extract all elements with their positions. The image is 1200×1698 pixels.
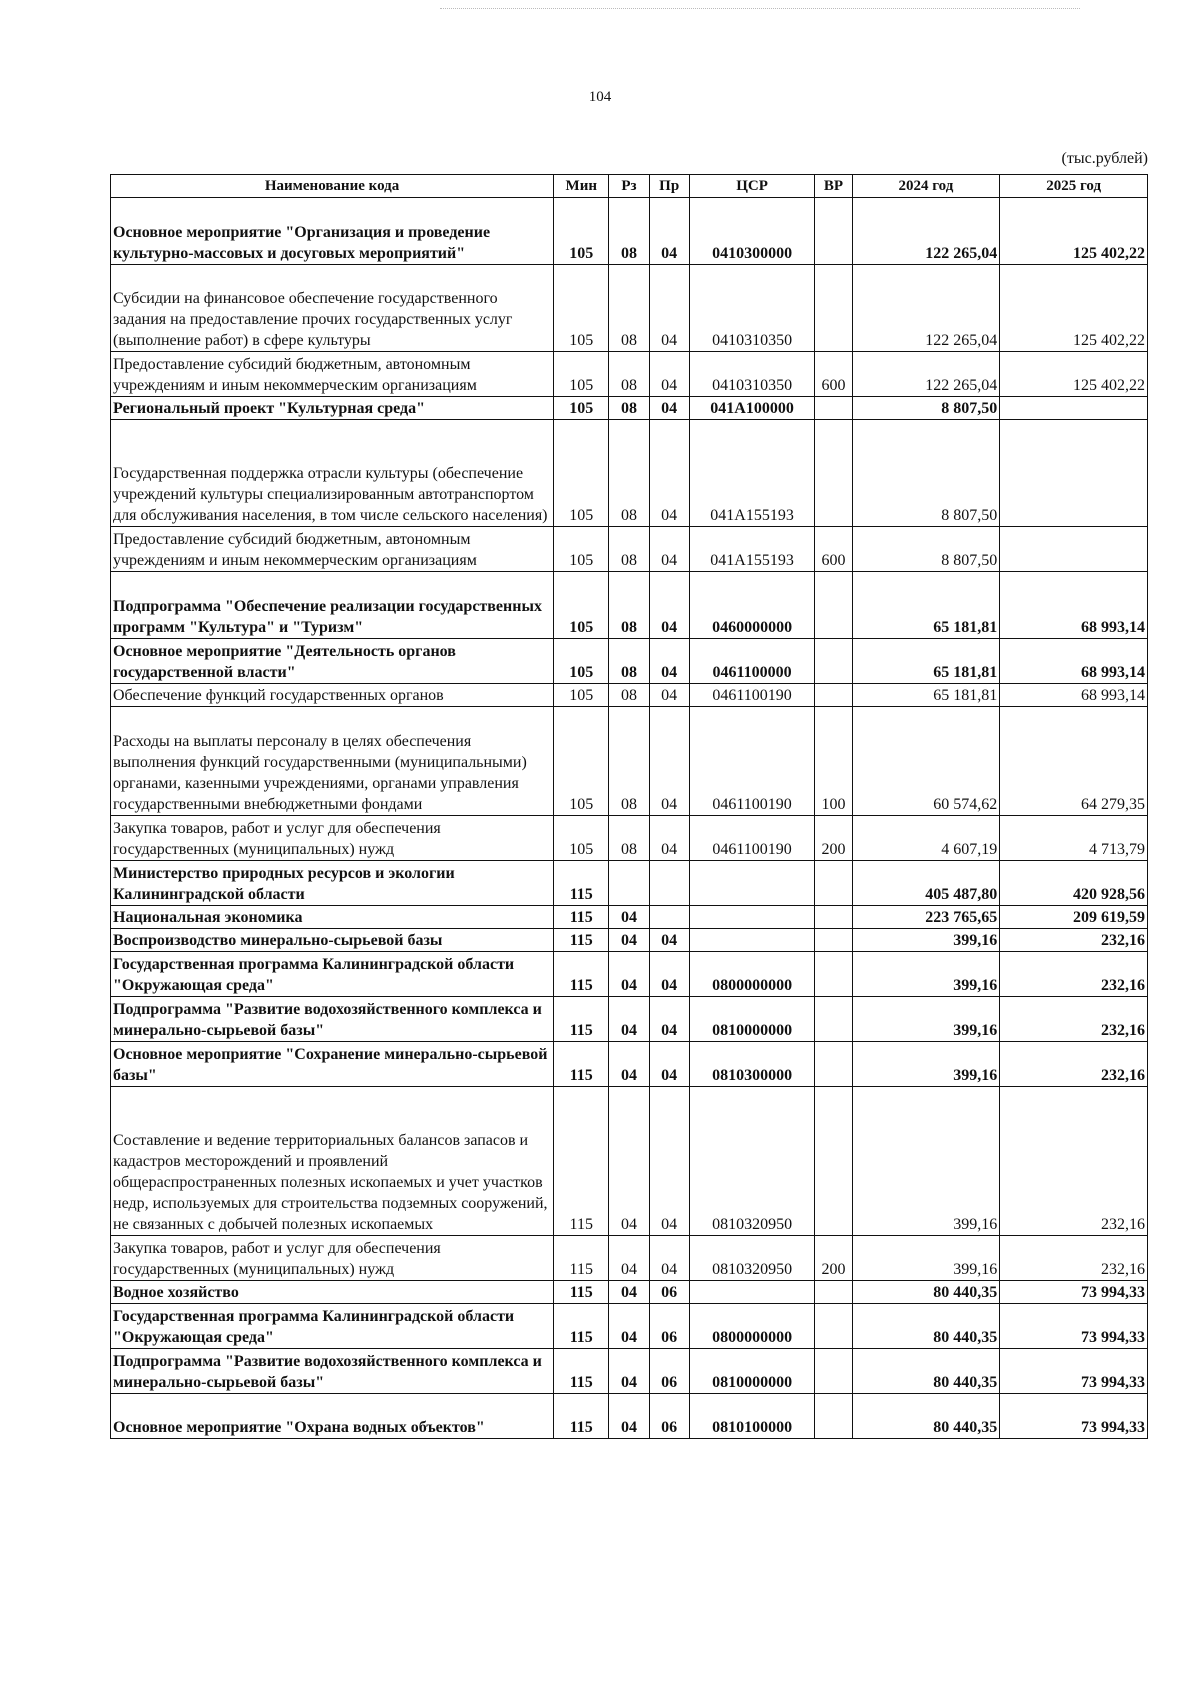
cell-name: Воспроизводство минерально-сырьевой базы [111,929,554,952]
cell-vr [815,929,852,952]
cell-rz: 04 [609,1236,649,1281]
cell-y2025: 68 993,14 [1000,572,1148,639]
cell-y2025 [1000,397,1148,420]
cell-rz: 04 [609,929,649,952]
cell-y2024: 399,16 [852,1087,1000,1236]
cell-vr [815,861,852,906]
table-row [111,1236,1148,1281]
cell-min: 115 [554,1394,609,1439]
cell-y2024: 65 181,81 [852,639,1000,684]
cell-min: 105 [554,527,609,572]
cell-rz: 08 [609,352,649,397]
cell-y2024: 223 765,65 [852,906,1000,929]
cell-y2024: 80 440,35 [852,1349,1000,1394]
cell-csr: 041A155193 [689,527,815,572]
header-2024: 2024 год [852,175,1000,198]
cell-name: Закупка товаров, работ и услуг для обеспечения государственных (муниципальных) нужд [111,816,554,861]
cell-vr: 200 [815,816,852,861]
cell-name: Государственная поддержка отрасли культуры (обеспечение учреждений культуры специализированным автотранспортом для обслуживания населения, в том числе сельского населения) [111,420,554,527]
cell-vr [815,397,852,420]
table-row [111,527,1148,572]
cell-vr [815,639,852,684]
cell-csr [689,1281,815,1304]
cell-y2024: 399,16 [852,1042,1000,1087]
cell-y2025: 64 279,35 [1000,707,1148,816]
cell-y2024: 80 440,35 [852,1394,1000,1439]
header-pr: Пр [649,175,689,198]
cell-csr: 041A155193 [689,420,815,527]
cell-name: Предоставление субсидий бюджетным, автономным учреждениям и иным некоммерческим организациям [111,352,554,397]
cell-name: Подпрограмма "Развитие водохозяйственного комплекса и минерально-сырьевой базы" [111,1349,554,1394]
header-rz: Рз [609,175,649,198]
cell-min: 115 [554,1087,609,1236]
cell-min: 105 [554,639,609,684]
cell-min: 105 [554,420,609,527]
cell-pr: 04 [649,1042,689,1087]
cell-pr: 04 [649,929,689,952]
cell-vr: 600 [815,352,852,397]
table-row [111,639,1148,684]
table-row [111,929,1148,952]
cell-y2024: 65 181,81 [852,572,1000,639]
cell-y2024: 399,16 [852,1236,1000,1281]
table-row [111,397,1148,420]
cell-rz [609,861,649,906]
cell-rz: 08 [609,420,649,527]
table-row [111,1087,1148,1236]
cell-csr [689,861,815,906]
cell-y2024: 65 181,81 [852,684,1000,707]
cell-name: Водное хозяйство [111,1281,554,1304]
cell-csr: 0810320950 [689,1087,815,1236]
header-min: Мин [554,175,609,198]
cell-csr: 0461100000 [689,639,815,684]
header-csr: ЦСР [689,175,815,198]
header-vr: ВР [815,175,852,198]
cell-y2025: 232,16 [1000,1087,1148,1236]
cell-name: Основное мероприятие "Организация и проведение культурно-массовых и досуговых мероприятий" [111,198,554,265]
cell-y2025: 232,16 [1000,952,1148,997]
cell-pr: 04 [649,684,689,707]
cell-csr: 0461100190 [689,707,815,816]
budget-table [110,174,1148,1439]
cell-y2024: 122 265,04 [852,352,1000,397]
cell-name: Подпрограмма "Обеспечение реализации государственных программ "Культура" и "Туризм" [111,572,554,639]
cell-vr: 200 [815,1236,852,1281]
page-number: 104 [588,89,612,105]
cell-rz: 08 [609,397,649,420]
cell-y2025 [1000,527,1148,572]
scan-artifact-line [440,8,1080,11]
cell-rz: 04 [609,1087,649,1236]
table-row [111,1349,1148,1394]
cell-pr: 06 [649,1349,689,1394]
cell-y2025: 68 993,14 [1000,639,1148,684]
cell-pr: 04 [649,997,689,1042]
cell-y2024: 399,16 [852,997,1000,1042]
cell-vr [815,1394,852,1439]
cell-csr [689,906,815,929]
cell-y2024: 8 807,50 [852,420,1000,527]
cell-vr [815,684,852,707]
cell-y2025: 125 402,22 [1000,265,1148,352]
cell-csr: 0410300000 [689,198,815,265]
cell-rz: 08 [609,527,649,572]
cell-rz: 08 [609,707,649,816]
cell-pr: 04 [649,572,689,639]
cell-pr [649,906,689,929]
cell-csr: 0461100190 [689,684,815,707]
cell-rz: 08 [609,816,649,861]
cell-rz: 08 [609,265,649,352]
cell-pr: 04 [649,816,689,861]
table-row [111,572,1148,639]
table-row [111,352,1148,397]
cell-csr: 0800000000 [689,1304,815,1349]
cell-y2025: 232,16 [1000,1042,1148,1087]
cell-y2024: 60 574,62 [852,707,1000,816]
cell-rz: 04 [609,997,649,1042]
cell-y2025: 232,16 [1000,997,1148,1042]
cell-name: Обеспечение функций государственных органов [111,684,554,707]
cell-pr: 04 [649,352,689,397]
cell-vr: 100 [815,707,852,816]
cell-pr: 06 [649,1304,689,1349]
cell-name: Субсидии на финансовое обеспечение государственного задания на предоставление прочих государственных услуг (выполнение работ) в сфере культуры [111,265,554,352]
table-row [111,1042,1148,1087]
cell-rz: 04 [609,1394,649,1439]
cell-min: 105 [554,816,609,861]
cell-vr [815,952,852,997]
cell-vr: 600 [815,527,852,572]
cell-pr: 06 [649,1394,689,1439]
table-row [111,265,1148,352]
cell-pr: 04 [649,198,689,265]
table-row [111,816,1148,861]
cell-y2025: 73 994,33 [1000,1394,1148,1439]
cell-min: 115 [554,1349,609,1394]
table-row [111,906,1148,929]
cell-y2025: 68 993,14 [1000,684,1148,707]
cell-y2024: 405 487,80 [852,861,1000,906]
table-row [111,1281,1148,1304]
cell-csr: 041A100000 [689,397,815,420]
cell-pr: 04 [649,952,689,997]
cell-y2024: 80 440,35 [852,1304,1000,1349]
cell-name: Основное мероприятие "Сохранение минерально-сырьевой базы" [111,1042,554,1087]
cell-name: Национальная экономика [111,906,554,929]
header-2025: 2025 год [1000,175,1148,198]
cell-pr: 04 [649,420,689,527]
cell-name: Предоставление субсидий бюджетным, автономным учреждениям и иным некоммерческим организациям [111,527,554,572]
cell-vr [815,1281,852,1304]
cell-name: Министерство природных ресурсов и экологии Калининградской области [111,861,554,906]
header-name: Наименование кода [111,175,554,198]
cell-name: Государственная программа Калининградской области "Окружающая среда" [111,1304,554,1349]
table-row [111,198,1148,265]
cell-min: 105 [554,684,609,707]
cell-name: Основное мероприятие "Деятельность органов государственной власти" [111,639,554,684]
table-row [111,420,1148,527]
cell-rz: 08 [609,639,649,684]
cell-min: 105 [554,572,609,639]
cell-csr: 0800000000 [689,952,815,997]
cell-pr [649,861,689,906]
cell-csr: 0810100000 [689,1394,815,1439]
cell-min: 115 [554,906,609,929]
cell-csr: 0810000000 [689,997,815,1042]
cell-pr: 04 [649,1236,689,1281]
cell-y2025: 232,16 [1000,929,1148,952]
cell-y2025: 209 619,59 [1000,906,1148,929]
cell-y2024: 4 607,19 [852,816,1000,861]
cell-name: Составление и ведение территориальных балансов запасов и кадастров месторождений и проявлений общераспространенных полезных ископаемых и учет участков недр, используемых для строительства подземных сооружений, не связанных с добычей полезных ископаемых [111,1087,554,1236]
cell-csr: 0810300000 [689,1042,815,1087]
table-row [111,1304,1148,1349]
cell-y2025: 420 928,56 [1000,861,1148,906]
cell-rz: 04 [609,1281,649,1304]
table-row [111,707,1148,816]
cell-rz: 04 [609,952,649,997]
cell-csr [689,929,815,952]
cell-y2025: 125 402,22 [1000,352,1148,397]
table-row [111,997,1148,1042]
cell-name: Расходы на выплаты персоналу в целях обеспечения выполнения функций государственными (муниципальными) органами, казенными учреждениями, органами управления государственными внебюджетными фондами [111,707,554,816]
cell-y2025: 73 994,33 [1000,1281,1148,1304]
cell-name: Региональный проект "Культурная среда" [111,397,554,420]
cell-pr: 06 [649,1281,689,1304]
cell-y2025: 73 994,33 [1000,1304,1148,1349]
cell-pr: 04 [649,639,689,684]
cell-csr: 0460000000 [689,572,815,639]
cell-vr [815,1042,852,1087]
cell-csr: 0810320950 [689,1236,815,1281]
cell-csr: 0461100190 [689,816,815,861]
cell-pr: 04 [649,265,689,352]
cell-vr [815,906,852,929]
cell-vr [815,572,852,639]
cell-name: Подпрограмма "Развитие водохозяйственного комплекса и минерально-сырьевой базы" [111,997,554,1042]
cell-y2024: 122 265,04 [852,198,1000,265]
cell-vr [815,997,852,1042]
unit-note: (тыс.рублей) [1061,150,1148,167]
cell-y2025: 232,16 [1000,1236,1148,1281]
cell-y2025: 125 402,22 [1000,198,1148,265]
cell-csr: 0810000000 [689,1349,815,1394]
cell-name: Основное мероприятие "Охрана водных объектов" [111,1394,554,1439]
cell-rz: 04 [609,1042,649,1087]
cell-vr [815,1087,852,1236]
cell-min: 105 [554,265,609,352]
cell-min: 115 [554,1304,609,1349]
cell-y2024: 8 807,50 [852,397,1000,420]
cell-vr [815,1304,852,1349]
cell-y2024: 399,16 [852,952,1000,997]
table-row [111,684,1148,707]
cell-rz: 04 [609,906,649,929]
cell-vr [815,198,852,265]
table-row [111,861,1148,906]
cell-min: 105 [554,397,609,420]
cell-name: Закупка товаров, работ и услуг для обеспечения государственных (муниципальных) нужд [111,1236,554,1281]
cell-min: 115 [554,861,609,906]
cell-rz: 04 [609,1304,649,1349]
cell-csr: 0410310350 [689,352,815,397]
cell-min: 115 [554,1042,609,1087]
cell-y2025: 73 994,33 [1000,1349,1148,1394]
cell-min: 115 [554,929,609,952]
cell-y2024: 399,16 [852,929,1000,952]
cell-pr: 04 [649,707,689,816]
table-body [111,198,1148,1439]
cell-rz: 08 [609,198,649,265]
cell-y2024: 8 807,50 [852,527,1000,572]
cell-vr [815,420,852,527]
table-row [111,1394,1148,1439]
cell-vr [815,1349,852,1394]
table-header-row [111,175,1148,198]
cell-y2025 [1000,420,1148,527]
cell-min: 115 [554,1281,609,1304]
cell-pr: 04 [649,397,689,420]
cell-name: Государственная программа Калининградской области "Окружающая среда" [111,952,554,997]
cell-rz: 04 [609,1349,649,1394]
cell-y2025: 4 713,79 [1000,816,1148,861]
cell-y2024: 80 440,35 [852,1281,1000,1304]
cell-rz: 08 [609,684,649,707]
cell-min: 105 [554,198,609,265]
cell-min: 105 [554,352,609,397]
cell-csr: 0410310350 [689,265,815,352]
cell-rz: 08 [609,572,649,639]
cell-vr [815,265,852,352]
cell-min: 115 [554,997,609,1042]
cell-min: 115 [554,952,609,997]
cell-min: 115 [554,1236,609,1281]
cell-pr: 04 [649,1087,689,1236]
cell-pr: 04 [649,527,689,572]
cell-y2024: 122 265,04 [852,265,1000,352]
table-row [111,952,1148,997]
cell-min: 105 [554,707,609,816]
